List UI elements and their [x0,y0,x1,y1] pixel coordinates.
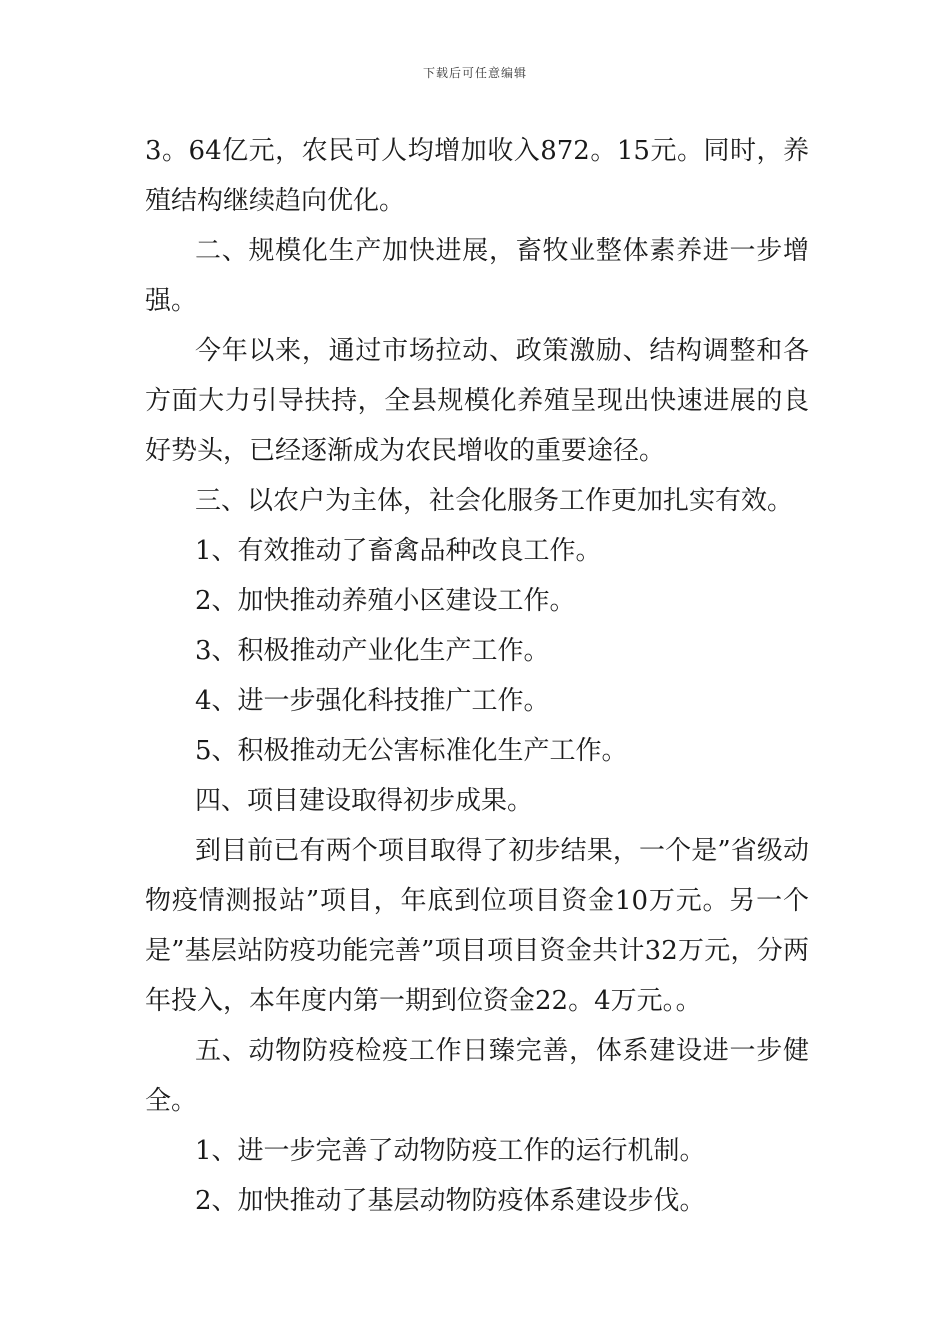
section-heading-2: 二、规模化生产加快进展，畜牧业整体素养进一步增强。 [145,236,809,316]
paragraph-projects: 到目前已有两个项目取得了初步结果，一个是”省级动物疫情测报站”项目，年底到位项目资金10万元。另一个是”基层站防疫功能完善”项目项目资金共计32万元，分两年投入，本年度内第一期到位资金22。4万元。。 [145,836,809,1016]
list-item-3: 3、积极推动产业化生产工作。 [195,636,550,666]
list-item-1: 1、有效推动了畜禽品种改良工作。 [195,536,602,566]
section-heading-3: 三、以农户为主体，社会化服务工作更加扎实有效。 [195,486,794,516]
section-heading-5: 五、动物防疫检疫工作日臻完善，体系建设进一步健全。 [145,1036,809,1116]
list-item-2: 2、加快推动养殖小区建设工作。 [195,586,576,616]
list-item-5-1: 1、进一步完善了动物防疫工作的运行机制。 [195,1136,706,1166]
paragraph-1: 3。64亿元，农民可人均增加收入872。15元。同时，养殖结构继续趋向优化。 [145,136,809,216]
page-header-note: 下载后可任意编辑 [422,66,527,80]
list-item-5-2: 2、加快推动了基层动物防疫体系建设步伐。 [195,1186,706,1216]
document-body [145,126,809,1226]
section-heading-4: 四、项目建设取得初步成果。 [195,786,534,816]
list-item-5: 5、积极推动无公害标准化生产工作。 [195,736,628,766]
paragraph-3: 今年以来，通过市场拉动、政策激励、结构调整和各方面大力引导扶持，全县规模化养殖呈现出快速进展的良好势头，已经逐渐成为农民增收的重要途径。 [145,336,809,466]
list-item-4: 4、进一步强化科技推广工作。 [195,686,550,716]
